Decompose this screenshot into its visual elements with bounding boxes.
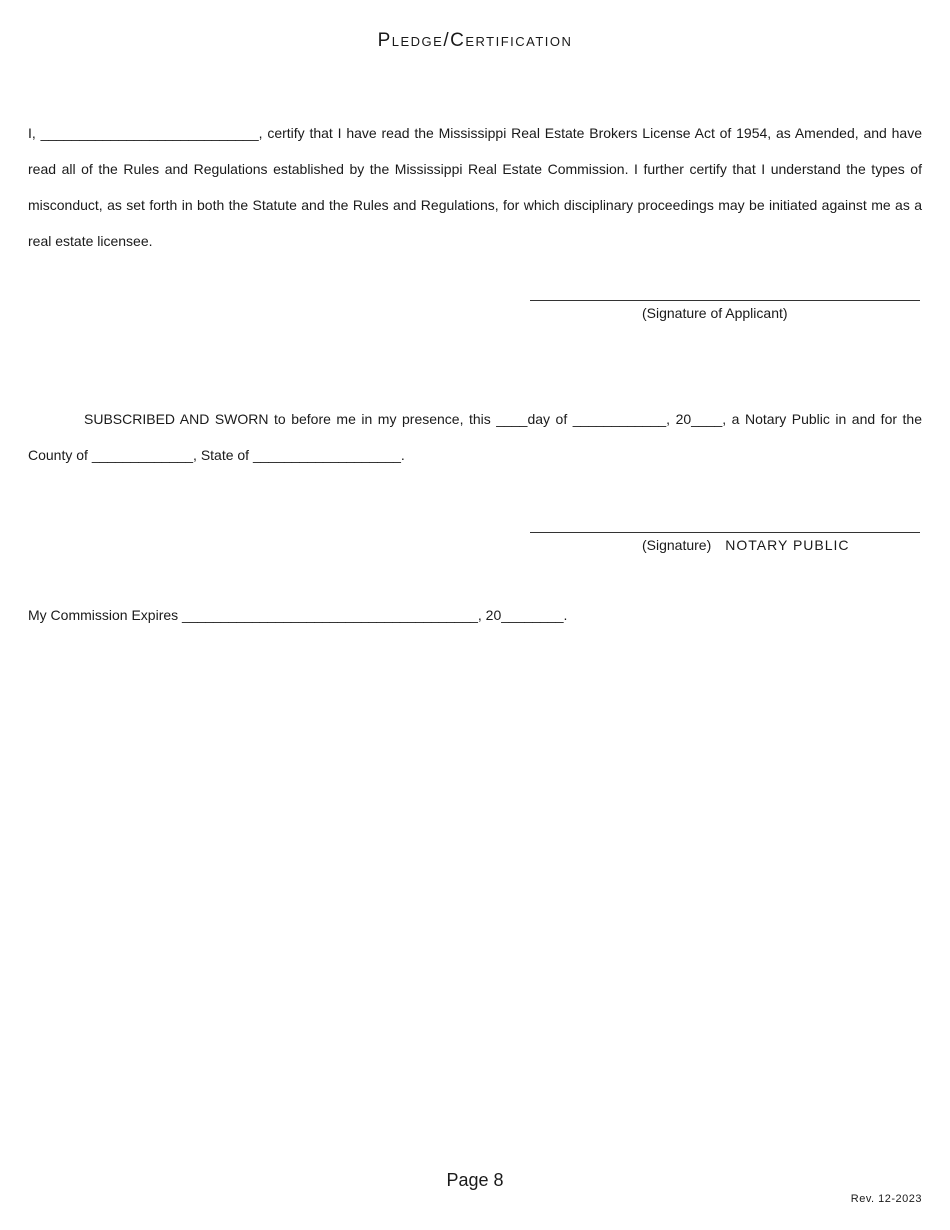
commission-expires-line: My Commission Expires ______________________________________, 20________. xyxy=(28,607,568,623)
applicant-signature-line xyxy=(530,300,920,301)
applicant-signature-caption: (Signature of Applicant) xyxy=(642,305,788,321)
notary-signature-caption-row xyxy=(530,537,920,553)
page-number: Page 8 xyxy=(446,1170,504,1190)
notary-role-label: NOTARY PUBLIC xyxy=(725,537,850,553)
applicant-signature-block xyxy=(530,300,920,321)
notary-signature-block xyxy=(530,532,920,553)
notary-signature-line xyxy=(530,532,920,533)
notary-signature-caption: (Signature) xyxy=(642,537,712,553)
sworn-paragraph: SUBSCRIBED AND SWORN to before me in my presence, this ____day of ____________, 20____, a Notary Public in and for the County of _____________, State of ___________________. xyxy=(28,411,922,463)
pledge-paragraph: I, ____________________________, certify that I have read the Mississippi Real Estate Brokers License Act of 1954, as Amended, and have read all of the Rules and Regulations established by the Mississippi Real Estate Commission. I further certify that I understand the types of misconduct, as set forth in both the Statute and the Rules and Regulations, for which disciplinary proceedings may be initiated against me as a real estate licensee. xyxy=(28,125,922,249)
revision-label: Rev. 12-2023 xyxy=(850,1193,922,1205)
page-title: Pledge/Certification xyxy=(377,30,573,51)
